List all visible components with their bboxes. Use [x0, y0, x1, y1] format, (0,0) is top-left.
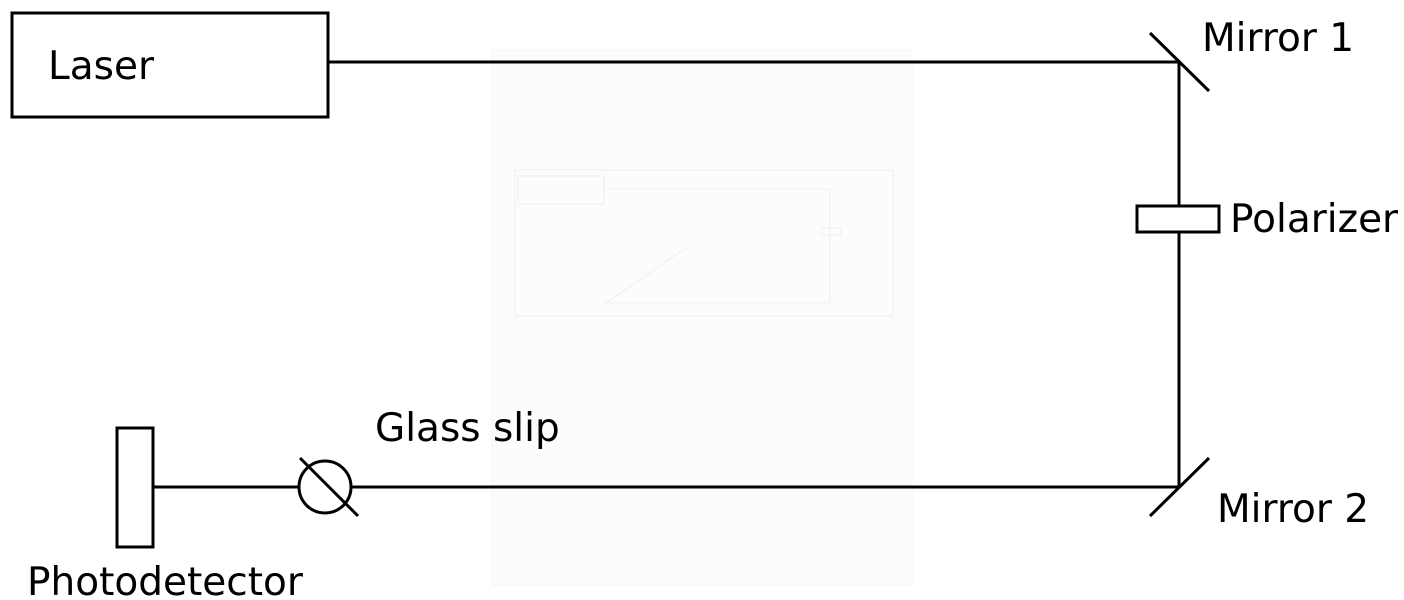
mirror1-label: Mirror 1 [1202, 16, 1355, 61]
mirror2-label: Mirror 2 [1217, 487, 1370, 532]
polarizer-symbol [1137, 206, 1219, 232]
photodetector-label: Photodetector [27, 560, 303, 600]
ghost-overlay [492, 50, 912, 585]
ghost-panel [492, 50, 912, 585]
glass-slip-symbol [299, 461, 351, 513]
glass-slip-label: Glass slip [375, 406, 560, 451]
photodetector-symbol [117, 428, 153, 547]
polarizer-label: Polarizer [1230, 197, 1399, 242]
laser-label: Laser [48, 44, 154, 89]
